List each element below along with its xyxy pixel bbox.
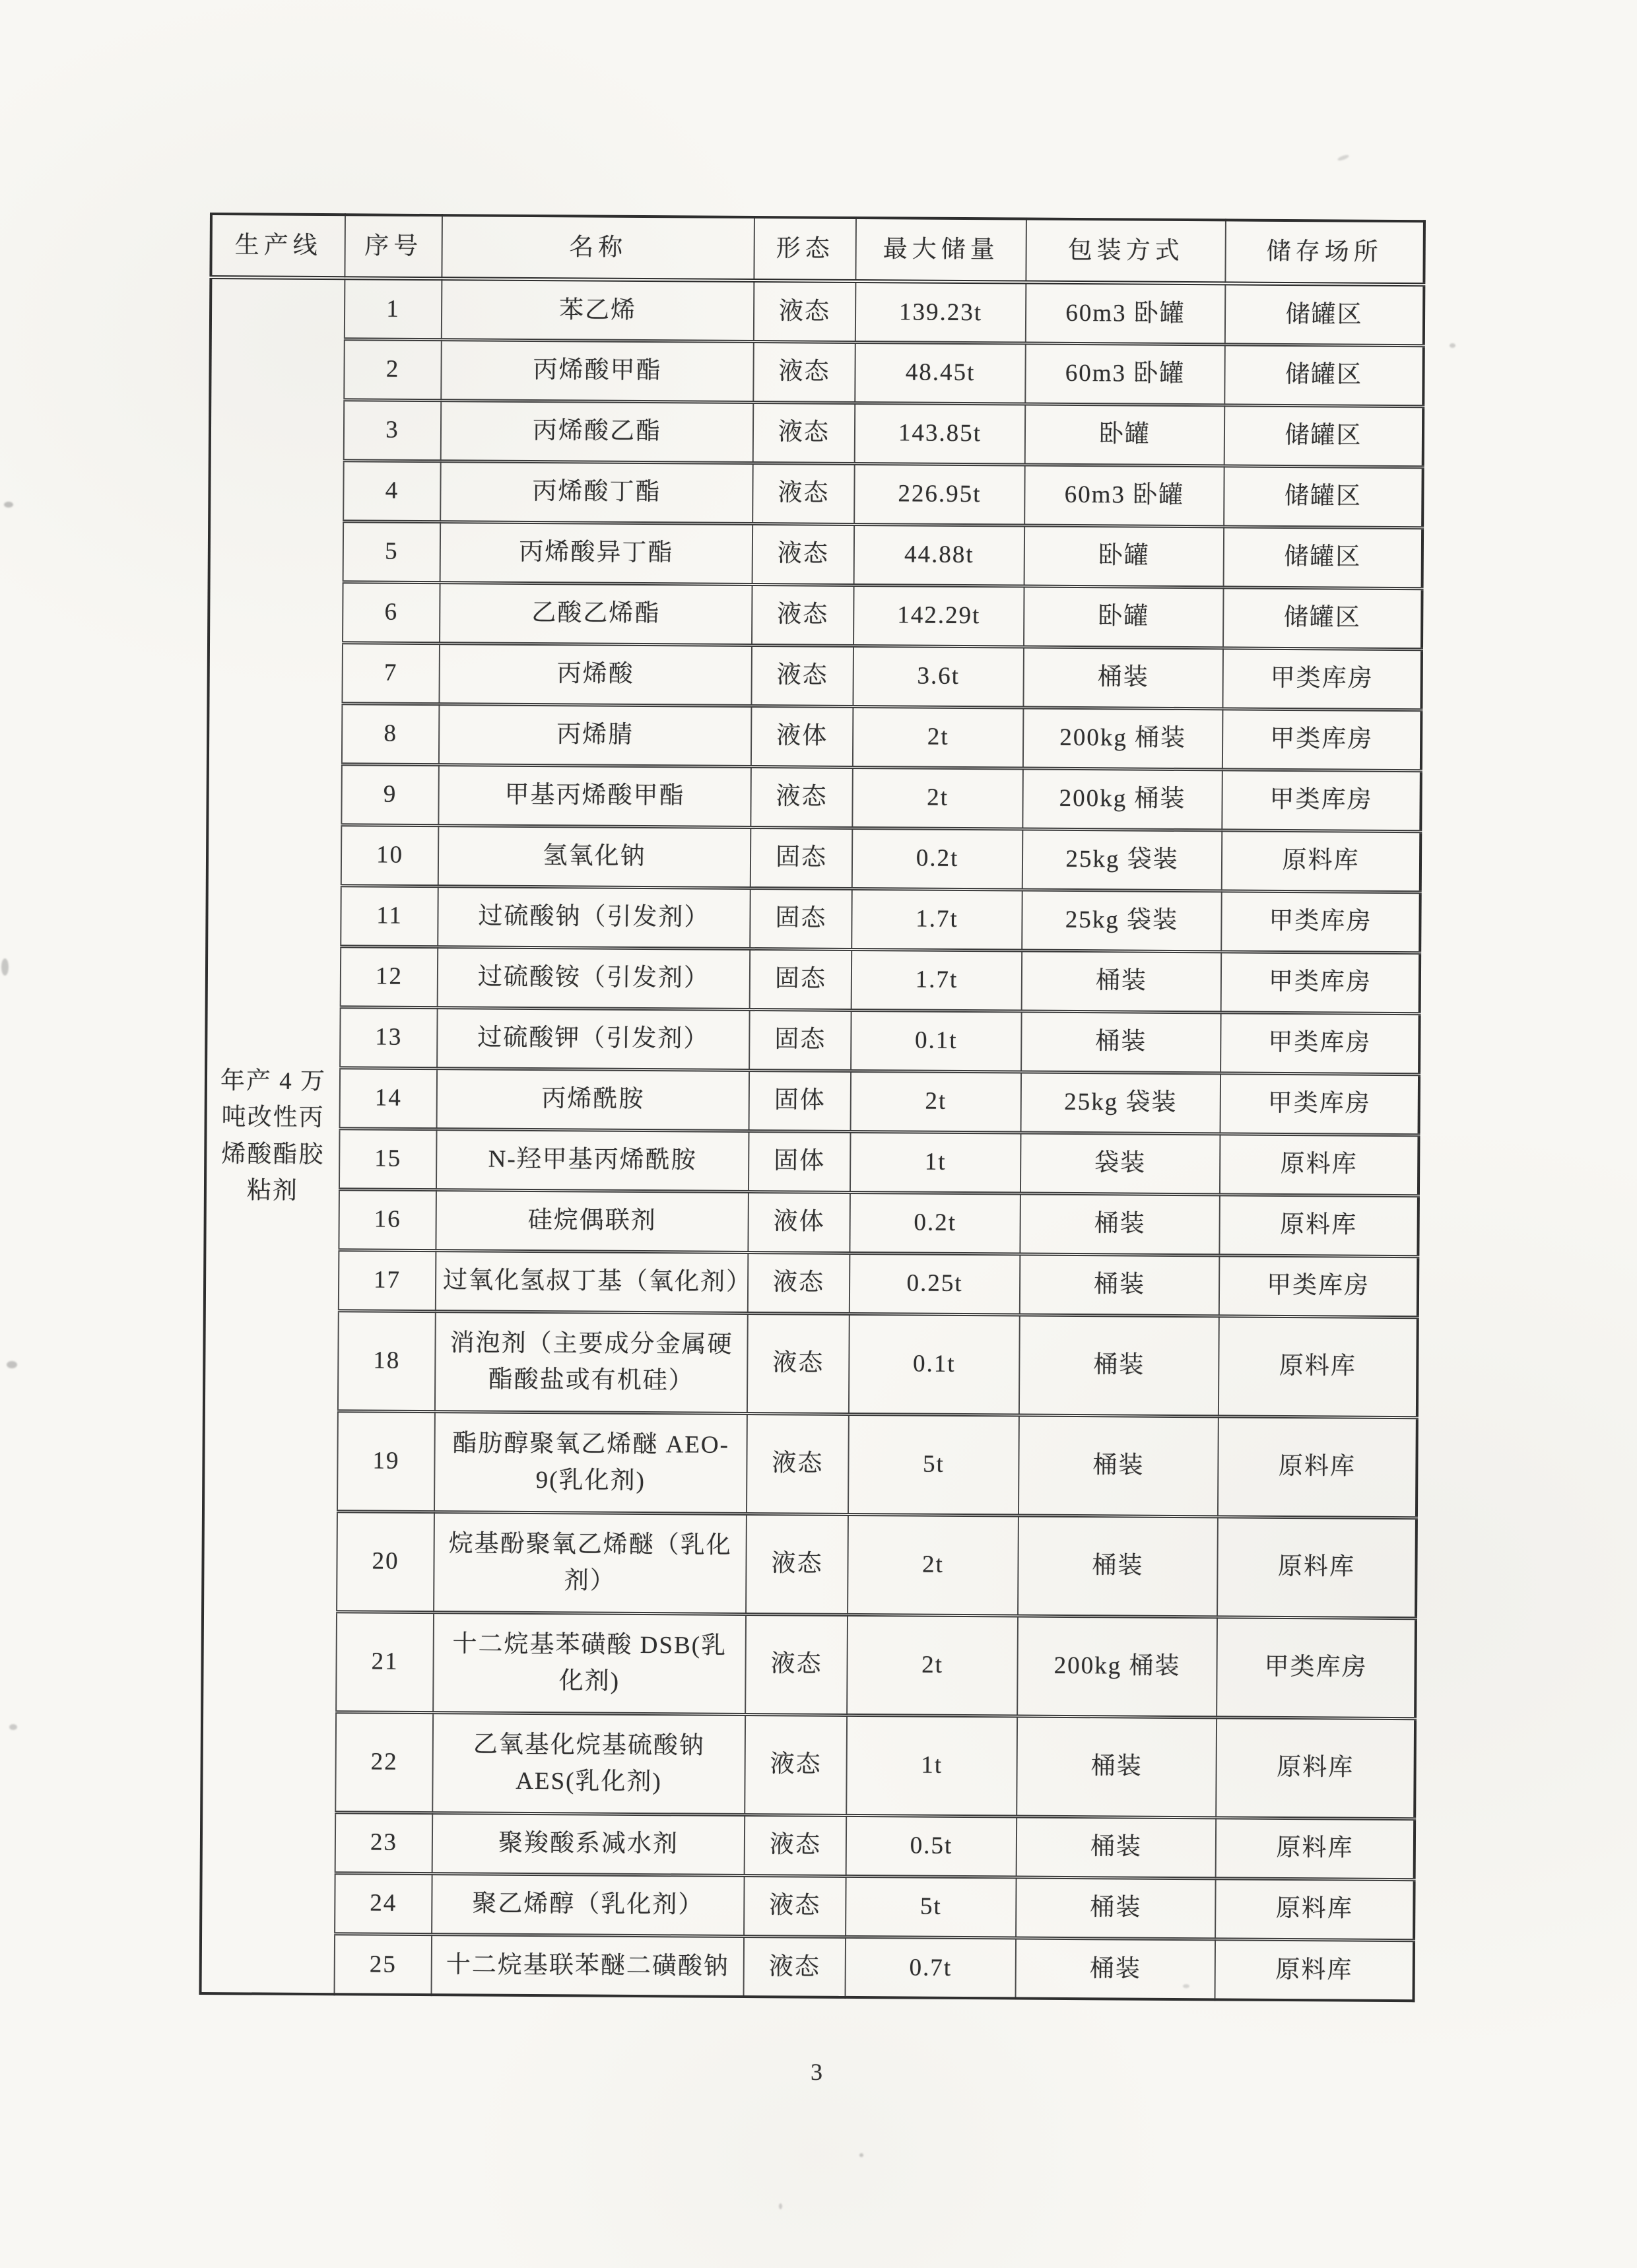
row-form: 固态 [751, 827, 853, 888]
row-name: 丙烯酸丁酯 [440, 461, 753, 523]
row-no: 3 [344, 399, 442, 461]
header-production-line: 生产线 [211, 214, 345, 278]
row-form: 液态 [745, 1614, 848, 1715]
row-no: 5 [343, 521, 441, 582]
header-max-storage: 最大储量 [855, 218, 1026, 283]
row-no: 4 [343, 460, 441, 521]
row-max-storage: 2t [852, 767, 1023, 829]
row-no: 20 [337, 1511, 434, 1612]
row-form: 固态 [749, 1009, 852, 1071]
row-max-storage: 0.2t [850, 1192, 1020, 1254]
row-name: 丙烯酸甲酯 [441, 339, 754, 402]
production-line-cell: 年产 4 万 吨改性丙 烯酸酯胶 粘剂 [201, 277, 345, 1994]
row-no: 6 [343, 582, 440, 643]
row-form: 液态 [745, 1714, 847, 1815]
row-form: 固体 [749, 1070, 852, 1131]
row-location: 原料库 [1222, 830, 1421, 892]
table-row [205, 1188, 1419, 1256]
table-row [204, 1310, 1418, 1417]
row-name: N-羟甲基丙烯酰胺 [436, 1129, 749, 1191]
table-row [209, 459, 1423, 527]
row-name: 过硫酸钠（引发剂） [438, 886, 751, 949]
row-form: 液体 [751, 706, 853, 767]
row-location: 储罐区 [1225, 283, 1424, 345]
row-packaging: 卧罐 [1024, 586, 1224, 648]
row-form: 液态 [753, 341, 855, 403]
row-form: 液态 [752, 523, 855, 585]
row-max-storage: 0.25t [850, 1253, 1020, 1315]
table-row [211, 277, 1424, 345]
scan-speck [4, 502, 13, 508]
row-max-storage: 2t [853, 706, 1024, 768]
row-form: 液态 [753, 402, 855, 463]
row-no: 10 [341, 824, 439, 886]
row-form: 固态 [750, 949, 852, 1010]
row-form: 固态 [750, 888, 852, 949]
row-no: 15 [339, 1128, 437, 1189]
row-location: 甲类库房 [1221, 951, 1420, 1013]
row-name: 丙烯酸乙酯 [441, 400, 754, 463]
row-name: 苯乙烯 [442, 279, 754, 341]
row-no: 24 [335, 1873, 432, 1934]
row-no: 18 [338, 1310, 436, 1411]
row-packaging: 60m3 卧罐 [1024, 465, 1224, 527]
row-form: 液态 [751, 766, 853, 828]
row-packaging: 桶装 [1023, 647, 1223, 709]
row-packaging: 60m3 卧罐 [1025, 343, 1225, 405]
row-max-storage: 1t [850, 1131, 1021, 1193]
row-no: 25 [335, 1933, 432, 1995]
table-row [208, 702, 1422, 770]
scan-speck [859, 2153, 863, 2157]
row-name: 甲基丙烯酸甲酯 [438, 764, 751, 827]
scan-speck [1450, 343, 1455, 348]
row-no: 2 [344, 339, 442, 400]
row-location: 甲类库房 [1220, 1012, 1420, 1074]
row-packaging: 桶装 [1017, 1817, 1217, 1879]
row-name: 乙氧基化烷基硫酸钠 AES(乳化剂) [432, 1712, 745, 1815]
table-row [207, 945, 1420, 1013]
table-row [207, 824, 1421, 892]
row-no: 13 [340, 1007, 438, 1068]
row-max-storage: 143.85t [855, 403, 1026, 465]
table-row [208, 642, 1422, 710]
row-no: 9 [341, 764, 439, 825]
row-packaging: 桶装 [1016, 1877, 1216, 1939]
row-location: 甲类库房 [1222, 648, 1422, 710]
row-location: 甲类库房 [1221, 890, 1420, 952]
row-max-storage: 3.6t [853, 646, 1024, 708]
row-packaging: 桶装 [1015, 1938, 1215, 2000]
row-packaging: 桶装 [1017, 1716, 1217, 1818]
row-location: 原料库 [1219, 1316, 1418, 1417]
row-max-storage: 2t [847, 1615, 1018, 1716]
row-packaging: 卧罐 [1025, 404, 1225, 466]
scan-speck [9, 1724, 17, 1730]
row-packaging: 桶装 [1018, 1516, 1218, 1617]
row-name: 丙烯腈 [439, 704, 752, 766]
row-form: 液态 [747, 1313, 850, 1414]
table-row [206, 1006, 1420, 1074]
row-max-storage: 226.95t [854, 463, 1025, 525]
row-name: 酯肪醇聚氧乙烯醚 AEO-9(乳化剂) [434, 1411, 747, 1514]
row-form: 液态 [746, 1514, 848, 1615]
row-max-storage: 0.1t [849, 1314, 1020, 1415]
row-max-storage: 5t [846, 1876, 1017, 1938]
row-no: 16 [339, 1189, 436, 1250]
row-no: 8 [342, 703, 440, 764]
row-form: 液态 [748, 1252, 850, 1314]
chemical-storage-table-wrap [199, 213, 1426, 2002]
row-max-storage: 44.88t [854, 524, 1025, 586]
table-row [205, 1127, 1419, 1195]
table-row [210, 399, 1424, 467]
table-row [210, 338, 1424, 406]
row-packaging: 桶装 [1022, 951, 1222, 1013]
row-name: 烷基酚聚氧乙烯醚（乳化剂） [434, 1512, 747, 1614]
table-row [209, 581, 1422, 649]
row-packaging: 桶装 [1020, 1254, 1220, 1316]
header-name: 名称 [442, 215, 754, 281]
table-row [201, 1933, 1415, 2001]
header-location: 储存场所 [1225, 220, 1424, 284]
row-form: 液态 [744, 1936, 846, 1997]
row-form: 液态 [747, 1413, 849, 1514]
row-no: 7 [342, 642, 440, 704]
chemical-storage-table [199, 213, 1426, 2002]
row-packaging: 桶装 [1020, 1193, 1220, 1255]
row-location: 储罐区 [1224, 465, 1423, 527]
row-name: 硅烷偶联剂 [436, 1189, 749, 1252]
row-max-storage: 139.23t [855, 281, 1026, 343]
row-packaging: 25kg 袋装 [1022, 890, 1222, 952]
scan-speck [7, 1361, 17, 1368]
row-name: 过硫酸铵（引发剂） [438, 947, 751, 1009]
row-max-storage: 1t [846, 1715, 1017, 1817]
row-name: 丙烯酸异丁酯 [440, 521, 753, 584]
table-row [201, 1872, 1415, 1940]
row-no: 14 [340, 1067, 438, 1129]
row-location: 原料库 [1215, 1939, 1414, 2001]
row-location: 甲类库房 [1222, 708, 1422, 770]
row-name: 聚羧酸系减水剂 [432, 1813, 745, 1875]
row-location: 原料库 [1218, 1416, 1417, 1518]
row-form: 液态 [744, 1875, 846, 1937]
row-location: 甲类库房 [1217, 1617, 1416, 1718]
row-name: 消泡剂（主要成分金属硬酯酸盐或有机硅） [435, 1311, 748, 1413]
row-form: 固体 [749, 1131, 851, 1192]
row-location: 原料库 [1217, 1516, 1417, 1618]
row-no: 21 [336, 1611, 434, 1712]
scan-speck [1183, 1984, 1189, 1988]
row-location: 原料库 [1216, 1717, 1415, 1818]
row-form: 液态 [752, 584, 854, 646]
row-name: 丙烯酸 [439, 643, 752, 706]
row-no: 11 [341, 885, 438, 947]
row-location: 原料库 [1216, 1817, 1415, 1879]
row-location: 储罐区 [1223, 587, 1422, 649]
row-name: 乙酸乙烯酯 [440, 582, 752, 645]
table-row [202, 1611, 1416, 1718]
row-packaging: 卧罐 [1024, 525, 1224, 587]
row-name: 十二烷基联苯醚二磺酸钠 [432, 1934, 745, 1997]
table-row [207, 763, 1421, 831]
row-form: 液态 [751, 645, 853, 706]
row-packaging: 袋装 [1020, 1133, 1220, 1195]
row-max-storage: 0.5t [846, 1815, 1017, 1877]
header-no: 序号 [345, 215, 442, 279]
row-max-storage: 2t [848, 1514, 1019, 1616]
row-packaging: 桶装 [1019, 1415, 1219, 1517]
row-location: 甲类库房 [1220, 1073, 1420, 1135]
row-location: 甲类库房 [1222, 769, 1421, 831]
row-name: 十二烷基苯磺酸 DSB(乳化剂) [433, 1612, 746, 1714]
row-location: 甲类库房 [1219, 1255, 1419, 1317]
row-max-storage: 0.7t [846, 1937, 1017, 1999]
row-no: 23 [335, 1812, 433, 1873]
scan-speck [1337, 154, 1350, 162]
row-packaging: 25kg 袋装 [1022, 829, 1222, 891]
row-packaging: 200kg 桶装 [1023, 708, 1223, 770]
row-name: 氢氧化钠 [438, 825, 751, 888]
table-row [209, 520, 1423, 588]
table-row [203, 1410, 1417, 1518]
row-max-storage: 142.29t [853, 585, 1024, 647]
table-row [203, 1510, 1417, 1618]
row-no: 12 [341, 946, 438, 1007]
row-packaging: 25kg 袋装 [1021, 1072, 1221, 1134]
row-location: 储罐区 [1224, 344, 1424, 406]
table-header-row [211, 214, 1424, 284]
scan-speck [779, 2203, 782, 2209]
row-packaging: 桶装 [1019, 1315, 1219, 1417]
row-location: 储罐区 [1224, 526, 1423, 588]
row-no: 22 [335, 1712, 433, 1813]
row-max-storage: 1.7t [852, 949, 1022, 1011]
row-packaging: 200kg 桶装 [1022, 768, 1222, 830]
table-row [201, 1711, 1415, 1818]
row-max-storage: 0.1t [851, 1010, 1022, 1072]
row-form: 液态 [745, 1815, 847, 1876]
row-location: 原料库 [1215, 1878, 1415, 1940]
header-form: 形态 [754, 217, 856, 281]
row-form: 液体 [748, 1191, 850, 1253]
row-packaging: 200kg 桶装 [1017, 1616, 1217, 1718]
row-name: 过硫酸钾（引发剂） [437, 1007, 750, 1070]
row-max-storage: 1.7t [852, 888, 1022, 951]
row-packaging: 桶装 [1021, 1011, 1221, 1073]
row-form: 液态 [752, 463, 855, 524]
header-packaging: 包装方式 [1026, 219, 1226, 284]
row-packaging: 60m3 卧罐 [1026, 283, 1226, 345]
row-name: 聚乙烯醇（乳化剂） [432, 1873, 745, 1936]
table-row [207, 884, 1420, 952]
table-row [206, 1067, 1420, 1135]
row-no: 1 [345, 278, 442, 339]
table-row [205, 1249, 1419, 1317]
row-max-storage: 0.2t [852, 828, 1023, 890]
row-name: 丙烯酰胺 [437, 1068, 750, 1131]
row-location: 原料库 [1219, 1194, 1419, 1256]
row-location: 储罐区 [1224, 405, 1424, 467]
row-max-storage: 48.45t [855, 342, 1026, 404]
row-location: 原料库 [1220, 1133, 1419, 1195]
row-no: 17 [339, 1250, 436, 1311]
page-number: 3 [811, 2059, 822, 2085]
row-max-storage: 5t [848, 1414, 1019, 1516]
scan-speck [1, 958, 9, 976]
row-name: 过氧化氢叔丁基（氧化剂） [436, 1250, 749, 1313]
row-form: 液态 [754, 281, 856, 342]
table-row [201, 1811, 1415, 1879]
row-max-storage: 2t [851, 1071, 1022, 1133]
row-no: 19 [337, 1411, 435, 1512]
